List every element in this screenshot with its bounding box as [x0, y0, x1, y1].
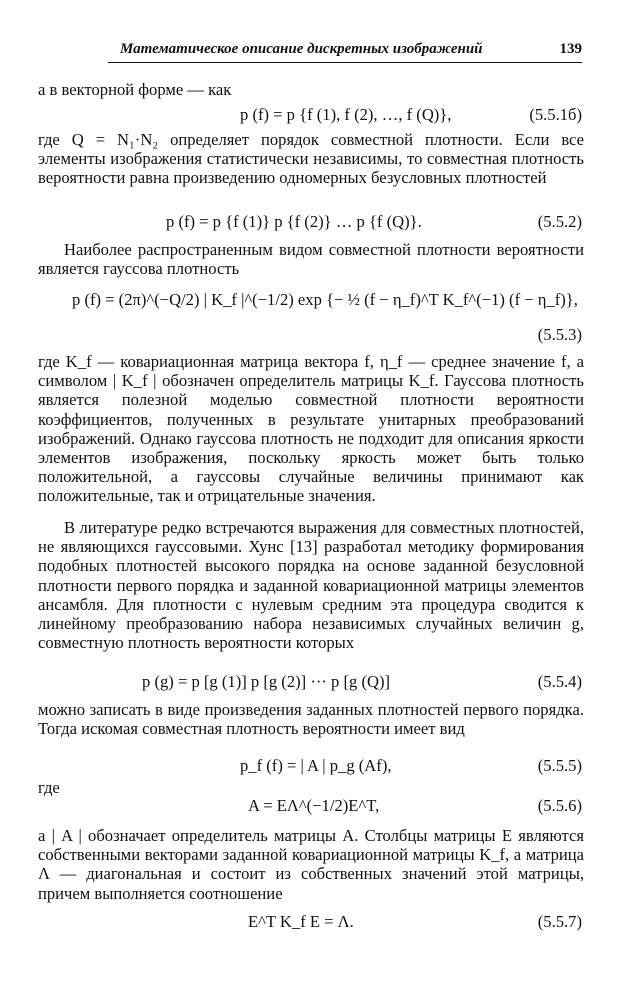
equation-body: p (g) = p [g (1)] p [g (2)] ··· p [g (Q)] [142, 672, 391, 691]
equation-number: (5.5.2) [537, 212, 582, 231]
equation-5-5-5 [38, 756, 584, 778]
paragraph-vector-form: а в векторной форме — как [38, 80, 232, 99]
paragraph-covariance-description: где K_f — ковариационная матрица вектора f, η_f — среднее значение f, а символом | K_f | обозначен определитель матрицы K_f. Гауссова плотность является полезной моделью совместной плотности вероятности коэффициентов, полученных в результате унитарных преобразований изображений. Однако гауссова плотность не подходит для описания яркости элементов изображения, поскольку яркость может быть только положительной, а гауссовы случайные величины принимают как положительные, так и отрицательные значения. [38, 352, 584, 506]
paragraph-product-form: можно записать в виде произведения заданных плотностей первого порядка. Тогда искомая совместная плотность вероятности имеет вид [38, 700, 584, 739]
equation-body: p_f (f) = | A | p_g (Af), [240, 756, 392, 775]
equation-body: p (f) = (2π)^(−Q/2) | K_f |^(−1/2) exp {− ½ (f − η_f)^T K_f^(−1) (f − η_f)}, [72, 290, 578, 309]
equation-5-5-7 [38, 912, 584, 934]
running-header [108, 40, 582, 63]
equation-number: (5.5.6) [537, 796, 582, 815]
equation-5-5-2 [38, 212, 584, 234]
equation-5-5-4 [38, 672, 584, 694]
equation-body: A = EΛ^(−1/2)E^T, [248, 796, 380, 815]
paragraph-order-definition: где Q = N₁·N₂ определяет порядок совместной плотности. Если все элементы изображения статистически независимы, то совместная плотность вероятности равна произведению одномерных безусловных плотностей [38, 130, 584, 188]
equation-body: p (f) = p {f (1)} p {f (2)} … p {f (Q)}. [166, 212, 422, 231]
equation-5-5-3 [38, 290, 584, 316]
header-title: Математическое описание дискретных изображений [120, 41, 483, 57]
equation-number: (5.5.1б) [529, 105, 582, 124]
equation-number: (5.5.5) [537, 756, 582, 775]
page-number: 139 [559, 41, 582, 57]
equation-5-5-6 [38, 796, 584, 818]
equation-number: (5.5.4) [537, 672, 582, 691]
paragraph-where: где [38, 778, 60, 797]
paragraph-non-gaussian: В литературе редко встречаются выражения для совместных плотностей, не являющихся гауссовыми. Хунс [13] разработал методику формирования подобных плотностей высокого порядка на основе заданной безусловной плотности первого порядка и заданной ковариационной матрицы элементов ансамбля. Для плотности с нулевым средним эта процедура сводится к линейному преобразованию набора независимых случайных величин g, совместную плотность вероятности которых [38, 518, 584, 653]
paragraph-eigen-description: а | A | обозначает определитель матрицы A. Столбцы матрицы E являются собственными векторами заданной ковариационной матрицы K_f, а матрица Λ — диагональная и состоит из собственных значений этой матрицы, причем выполняется соотношение [38, 826, 584, 903]
equation-5-5-3-number-line [38, 325, 584, 345]
equation-body: p (f) = p {f (1), f (2), …, f (Q)}, [240, 105, 452, 124]
equation-number: (5.5.7) [537, 912, 582, 931]
paragraph-gaussian-intro: Наиболее распространенным видом совместной плотности вероятности является гауссова плотность [38, 240, 584, 279]
equation-5-5-1b [38, 105, 584, 127]
equation-body: E^T K_f E = Λ. [248, 912, 354, 931]
equation-number: (5.5.3) [537, 325, 582, 344]
